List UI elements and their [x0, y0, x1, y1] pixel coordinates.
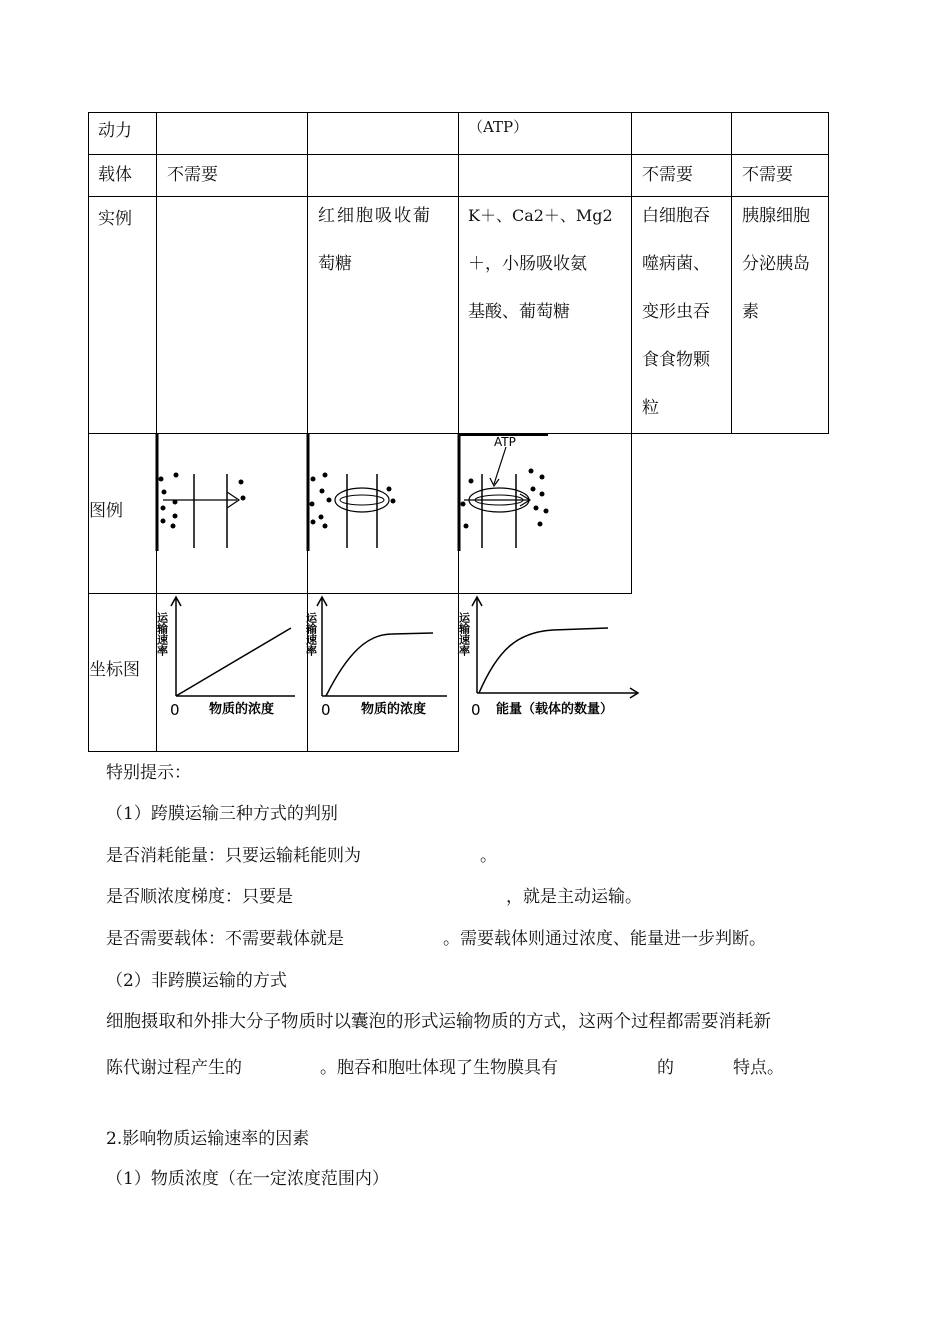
- graph-ylabel: 运输速率: [155, 612, 169, 656]
- row-label-diagram: 图例: [89, 501, 123, 521]
- notes-p1-a-end: 。: [480, 846, 497, 866]
- table-rule: [731, 112, 732, 434]
- table-rule: [828, 112, 829, 434]
- notes-heading: 特别提示：: [106, 763, 191, 783]
- cell-line: 胰腺细胞: [742, 206, 810, 226]
- graph-origin: 0: [471, 701, 481, 719]
- graph-free-diffusion: [157, 594, 307, 751]
- graph-ylabel: 运输速率: [457, 612, 471, 656]
- notes-p1-title: （1）跨膜运输三种方式的判别: [106, 804, 338, 824]
- cell-carrier-col1: 不需要: [167, 165, 218, 185]
- notes-p1-a: 是否消耗能量：只要运输耗能则为: [106, 846, 361, 866]
- notes-p2-line2d: 特点。: [733, 1058, 784, 1078]
- cell-line: 素: [742, 302, 759, 322]
- cell-example-col5: [742, 192, 826, 336]
- cell-power-atp: （ATP）: [468, 118, 529, 136]
- cell-carrier-col4: 不需要: [642, 165, 693, 185]
- cell-line: 萄糖: [318, 254, 352, 274]
- cell-line: K＋、Ca2＋、Mg2: [468, 206, 613, 225]
- row-label-carrier: 载体: [98, 165, 132, 185]
- active-transport-diagram: [458, 434, 631, 592]
- cell-line: 分泌胰岛: [742, 254, 810, 274]
- cell-line: 噬病菌、: [642, 254, 710, 274]
- graph-xlabel: 物质的浓度: [361, 702, 427, 717]
- facilitated-diffusion-diagram: [307, 434, 458, 592]
- graph-origin: 0: [321, 701, 331, 719]
- cell-example-col2: [318, 192, 450, 288]
- notes-p1-b-end: ，就是主动运输。: [506, 887, 642, 907]
- notes-p1-c: 是否需要载体：不需要载体就是: [106, 929, 344, 949]
- cell-line: 基酸、葡萄糖: [468, 302, 570, 322]
- cell-line: 变形虫吞: [642, 302, 710, 322]
- section2-p1: （1）物质浓度（在一定浓度范围内）: [106, 1169, 389, 1189]
- section2-title: 2.影响物质运输速率的因素: [106, 1129, 310, 1149]
- notes-p2-line2a: 陈代谢过程产生的: [106, 1058, 242, 1078]
- graph-xlabel: 能量（载体的数量）: [496, 702, 614, 717]
- cell-line: 食食物颗: [642, 350, 710, 370]
- table-rule: [88, 751, 458, 752]
- row-label-example: 实例: [98, 209, 132, 229]
- cell-carrier-col5: 不需要: [742, 165, 793, 185]
- graph-xlabel: 物质的浓度: [209, 702, 275, 717]
- notes-p2-line2c: 的: [657, 1058, 674, 1078]
- free-diffusion-diagram: [157, 434, 307, 592]
- graph-active-transport: [458, 594, 648, 751]
- cell-line: 红细胞吸收葡: [318, 206, 432, 226]
- cell-example-col3: [468, 192, 628, 336]
- cell-example-col4: [642, 192, 730, 432]
- table-rule: [631, 112, 632, 594]
- cell-line: ＋，小肠吸收氨: [468, 254, 587, 274]
- row-label-graph: 坐标图: [89, 660, 140, 680]
- atp-label: ATP: [494, 435, 516, 449]
- notes-p2-line1: 细胞摄取和外排大分子物质时以囊泡的形式运输物质的方式，这两个过程都需要消耗新: [106, 1012, 771, 1032]
- graph-facilitated-diffusion: [304, 594, 458, 751]
- notes-p1-c-end: 。需要载体则通过浓度、能量进一步判断。: [443, 929, 766, 949]
- graph-origin: 0: [170, 701, 180, 719]
- notes-p1-b: 是否顺浓度梯度：只要是: [106, 887, 293, 907]
- graph-ylabel: 运输速率: [304, 612, 318, 656]
- cell-line: 粒: [642, 398, 659, 418]
- notes-p2-line2b: 。胞吞和胞吐体现了生物膜具有: [320, 1058, 558, 1078]
- row-label-power: 动力: [98, 121, 132, 141]
- cell-line: 白细胞吞: [642, 206, 710, 226]
- notes-p2-title: （2）非跨膜运输的方式: [106, 971, 287, 991]
